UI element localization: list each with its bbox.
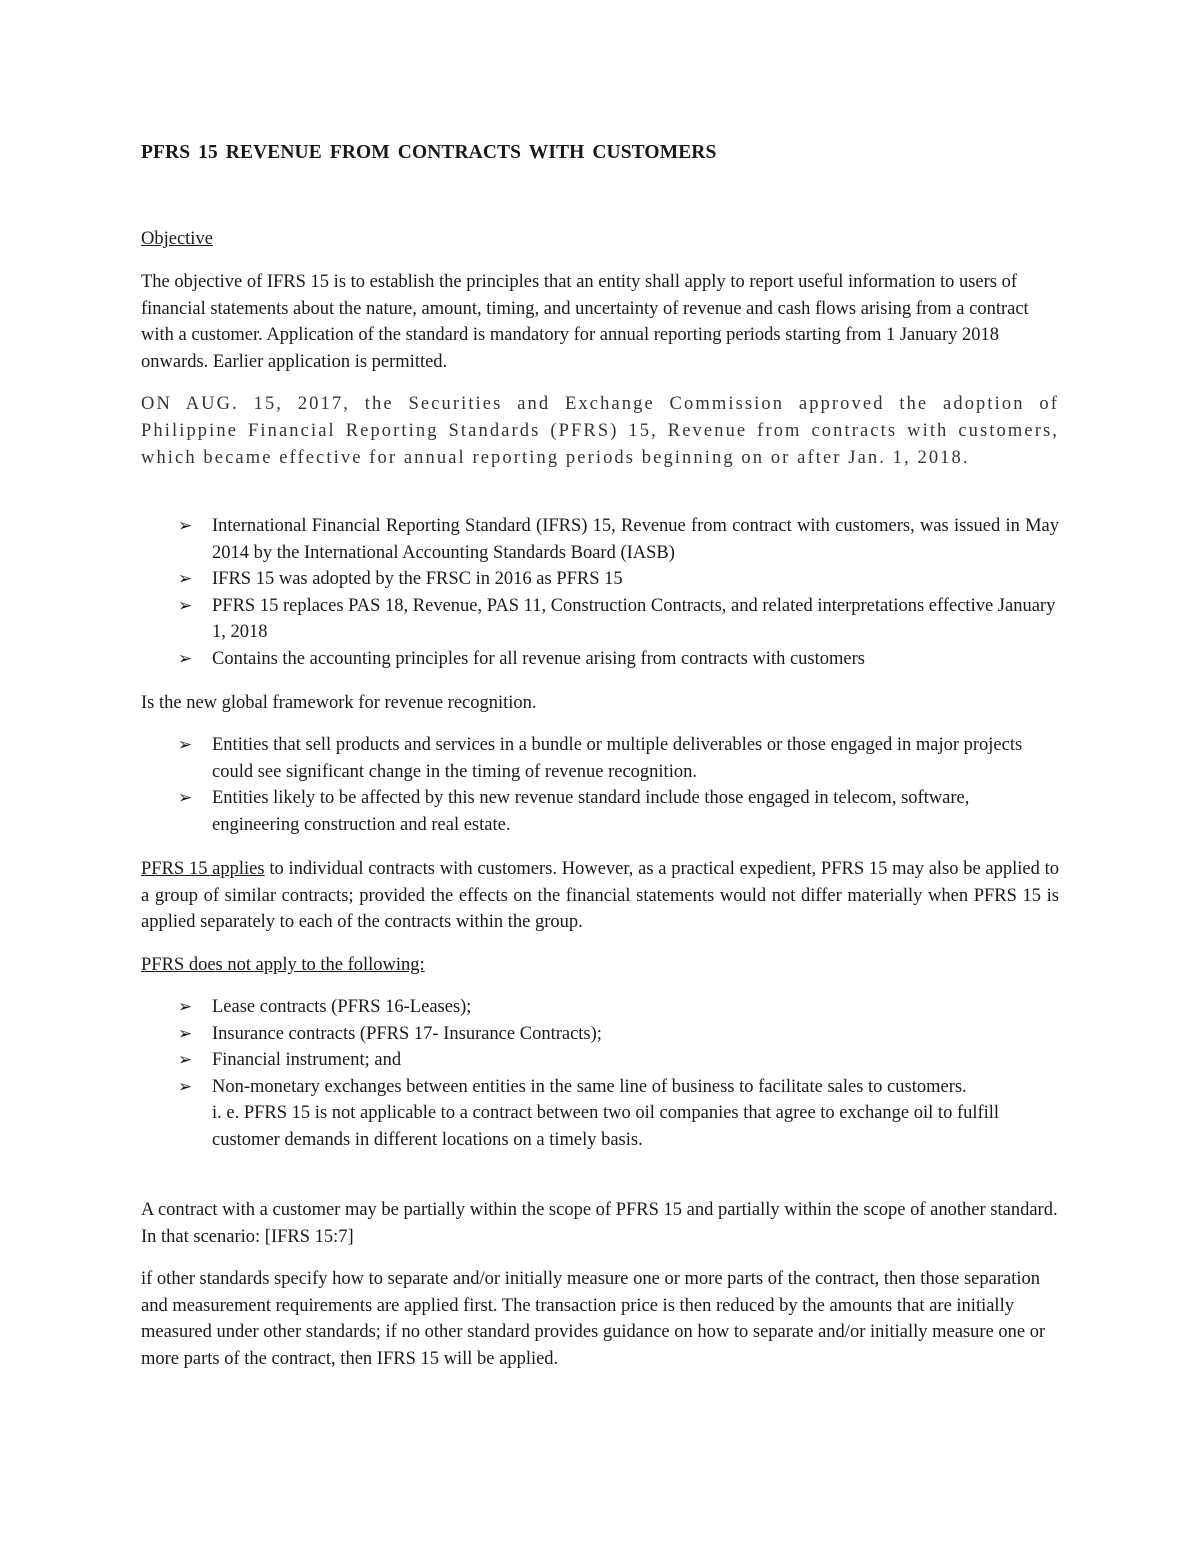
arrow-bullet-icon: ➢: [178, 1076, 193, 1097]
sec-text: ON AUG. 15, 2017, the Securities and Exchange Commission approved the adoption of Philippine Financial Reporting Standards (PFRS) 15, Revenue from contracts with customers, which became effective for annual reporting periods beginning on or after Jan. 1, 2018.: [141, 394, 1059, 468]
objective-heading: Objective: [141, 229, 213, 249]
framework-text: Is the new global framework for revenue recognition.: [141, 693, 537, 713]
applies-text: [141, 856, 1059, 936]
applies-body: to individual contracts with customers. However, as a practical expedient, PFRS 15 may also be applied to a group of similar contracts; provided the effects on the financial statements would not differ materially when PFRS 15 is applied separately to each of the contracts within the group.: [141, 859, 1060, 932]
applies-heading: PFRS 15 applies: [141, 859, 265, 879]
objective-paragraph: [141, 269, 1059, 375]
list-item: [141, 1021, 1059, 1048]
list-item: [141, 1074, 1059, 1154]
framework-paragraph: [141, 690, 1059, 717]
arrow-bullet-icon: ➢: [178, 516, 193, 536]
document-title: PFRS 15 REVENUE FROM CONTRACTS WITH CUSTOMERS: [141, 142, 717, 163]
arrow-bullet-icon: ➢: [178, 595, 193, 616]
bullet-list-entities: [141, 732, 1059, 838]
list-item-text: Lease contracts (PFRS 16-Leases);: [212, 997, 472, 1017]
partial-text: A contract with a customer may be partially within the scope of PFRS 15 and partially within the scope of another standard. In that scenario: [IFRS 15:7]: [141, 1200, 1058, 1247]
final-text: if other standards specify how to separate and/or initially measure one or more parts of the contract, then those separation and measurement requirements are applied first. The transaction price is then reduced by the amounts that are initially measured under other standards; if no other standard provides guidance on how to separate and/or initially measure one or more parts of the contract, then IFRS 15 will be applied.: [141, 1269, 1046, 1369]
arrow-bullet-icon: ➢: [178, 1023, 193, 1044]
applies-paragraph: [141, 856, 1059, 936]
partial-paragraph: [141, 1197, 1059, 1250]
list-item: [141, 1047, 1059, 1074]
list-item-text: Contains the accounting principles for all revenue arising from contracts with customers: [212, 648, 865, 669]
list-item: [141, 513, 1059, 566]
list-item-text: International Financial Reporting Standard (IFRS) 15, Revenue from contract with customers, was issued in May 2014 by the International Accounting Standards Board (IASB): [212, 516, 1059, 563]
arrow-bullet-icon: ➢: [178, 735, 193, 755]
list-item-text: Non-monetary exchanges between entities in the same line of business to facilitate sales to customers.: [212, 1076, 967, 1097]
list-item-text: Entities likely to be affected by this new revenue standard include those engaged in telecom, software, engineering construction and real estate.: [212, 788, 970, 835]
list-item: [141, 646, 1059, 673]
arrow-bullet-icon: ➢: [178, 648, 193, 669]
not-apply-heading: PFRS does not apply to the following:: [141, 955, 425, 975]
arrow-bullet-icon: ➢: [178, 1050, 193, 1070]
bullet-list-ifrs: [141, 513, 1059, 672]
list-item-text: Entities that sell products and services in a bundle or multiple deliverables or those engaged in major projects could see significant change in the timing of revenue recognition.: [212, 735, 1023, 782]
list-item: [141, 785, 1059, 838]
list-item-text: IFRS 15 was adopted by the FRSC in 2016 as PFRS 15: [212, 569, 623, 589]
bullet-list-exclusions: [141, 994, 1059, 1153]
list-item: [141, 994, 1059, 1021]
example-text: i. e. PFRS 15 is not applicable to a contract between two oil companies that agree to exchange oil to fulfill customer demands in different locations on a timely basis.: [212, 1103, 1000, 1150]
final-paragraph: [141, 1266, 1059, 1372]
list-item: [141, 566, 1059, 593]
list-item: [141, 593, 1059, 646]
list-item-text: Insurance contracts (PFRS 17- Insurance Contracts);: [212, 1023, 602, 1044]
list-item-text: Financial instrument; and: [212, 1050, 402, 1070]
arrow-bullet-icon: ➢: [178, 997, 193, 1017]
arrow-bullet-icon: ➢: [178, 788, 193, 808]
objective-text: The objective of IFRS 15 is to establish the principles that an entity shall apply to report useful information to users of financial statements about the nature, amount, timing, and uncertainty of revenue and cash flows arising from a contract with a customer. Application of the standard is mandatory for annual reporting periods starting from 1 January 2018 onwards. Earlier application is permitted.: [141, 272, 1029, 372]
arrow-bullet-icon: ➢: [178, 569, 193, 589]
sec-paragraph: [141, 391, 1059, 472]
list-item-text: PFRS 15 replaces PAS 18, Revenue, PAS 11, Construction Contracts, and related interpretations effective January 1, 2018: [212, 595, 1056, 642]
list-item: [141, 732, 1059, 785]
